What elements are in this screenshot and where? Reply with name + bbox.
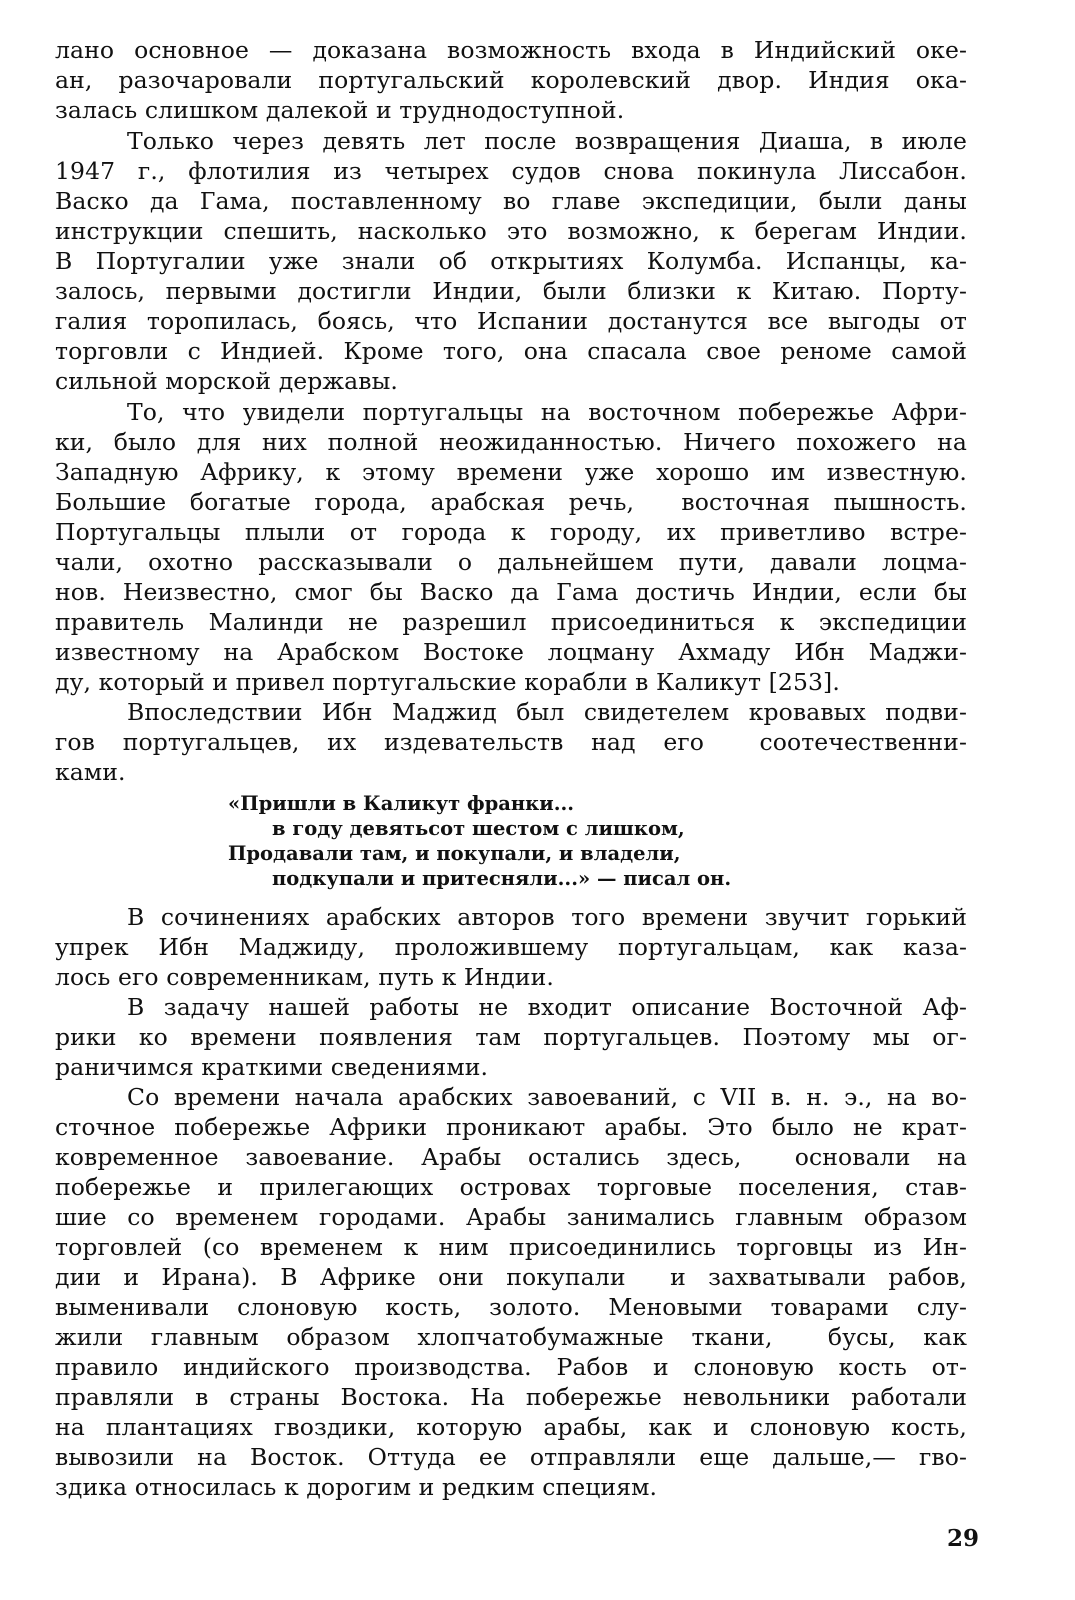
text-line: ками.	[55, 758, 126, 786]
text-line: на плантациях гвоздики, которую арабы, как и слоновую кость,	[55, 1413, 967, 1441]
text-line: правитель Малинди не разрешил присоединиться к экспедиции	[55, 608, 967, 636]
text-line: Большие богатые города, арабская речь, восточная пышность.	[55, 488, 967, 516]
text-line: торговлей (со временем к ним присоединились торговцы из Ин-	[55, 1233, 967, 1261]
text-line: выменивали слоновую кость, золото. Меновыми товарами слу-	[55, 1293, 967, 1321]
text-line: правляли в страны Востока. На побережье невольники работали	[55, 1383, 967, 1411]
text-line: ковременное завоевание. Арабы остались здесь, основали на	[55, 1143, 967, 1171]
text-line: Со времени начала арабских завоеваний, с VII в. н. э., на во-	[127, 1083, 967, 1111]
text-line: правило индийского производства. Рабов и слоновую кость от-	[55, 1353, 967, 1381]
text-line: залось, первыми достигли Индии, были близки к Китаю. Порту-	[55, 277, 967, 305]
poem-line: подкупали и притесняли...» — писал он.	[272, 867, 732, 890]
text-line: залась слишком далекой и труднодоступной.	[55, 96, 625, 124]
text-line: жили главным образом хлопчатобумажные ткани, бусы, как	[55, 1323, 967, 1351]
text-line: 1947 г., флотилия из четырех судов снова покинула Лиссабон.	[55, 157, 967, 185]
text-line: нов. Неизвестно, смог бы Васко да Гама достичь Индии, если бы	[55, 578, 967, 606]
text-line: чали, охотно рассказывали о дальнейшем пути, давали лоцма-	[55, 548, 967, 576]
text-line: сточное побережье Африки проникают арабы. Это было не крат-	[55, 1113, 967, 1141]
text-line: Западную Африку, к этому времени уже хорошо им известную.	[55, 458, 967, 486]
text-line: известному на Арабском Востоке лоцману Ахмаду Ибн Маджи-	[55, 638, 967, 666]
text-line: вывозили на Восток. Оттуда ее отправляли еще дальше,— гво-	[55, 1443, 967, 1471]
text-line: рики ко времени появления там португальцев. Поэтому мы ог-	[55, 1023, 967, 1051]
text-line: Васко да Гама, поставленному во главе экспедиции, были даны	[55, 187, 967, 215]
text-line: Только через девять лет после возвращения Диаша, в июле	[127, 127, 967, 155]
text-line: галия торопилась, боясь, что Испании достанутся все выгоды от	[55, 307, 967, 335]
text-line: В сочинениях арабских авторов того времени звучит горький	[127, 903, 967, 931]
text-line: лано основное — доказана возможность входа в Индийский оке-	[55, 36, 967, 64]
text-line: лось его современникам, путь к Индии.	[55, 963, 554, 991]
text-line: То, что увидели португальцы на восточном побережье Афри-	[127, 398, 967, 426]
text-line: Португальцы плыли от города к городу, их приветливо встре-	[55, 518, 967, 546]
text-line: Впоследствии Ибн Маджид был свидетелем кровавых подви-	[127, 698, 967, 726]
text-line: гов португальцев, их издевательств над его соотечественни-	[55, 728, 967, 756]
text-line: шие со временем городами. Арабы занимались главным образом	[55, 1203, 967, 1231]
poem-line: Продавали там, и покупали, и владели,	[228, 842, 681, 865]
page-number: 29	[947, 1525, 980, 1552]
text-line: В задачу нашей работы не входит описание Восточной Аф-	[127, 993, 967, 1021]
text-line: торговли с Индией. Кроме того, она спасала свое реноме самой	[55, 337, 967, 365]
text-line: упрек Ибн Маджиду, проложившему португальцам, как каза-	[55, 933, 967, 961]
text-line: инструкции спешить, насколько это возможно, к берегам Индии.	[55, 217, 967, 245]
text-line: сильной морской державы.	[55, 367, 398, 395]
text-line: В Португалии уже знали об открытиях Колумба. Испанцы, ка-	[55, 247, 967, 275]
text-line: ан, разочаровали португальский королевский двор. Индия ока-	[55, 66, 967, 94]
text-line: ду, который и привел португальские корабли в Каликут [253].	[55, 668, 840, 696]
text-line: раничимся краткими сведениями.	[55, 1053, 489, 1081]
text-line: дии и Ирана). В Африке они покупали и захватывали рабов,	[55, 1263, 967, 1291]
poem-line: в году девятьсот шестом с лишком,	[272, 817, 685, 840]
text-line: здика относилась к дорогим и редким специям.	[55, 1473, 658, 1501]
poem-line: «Пришли в Каликут франки...	[228, 792, 575, 815]
text-line: ки, было для них полной неожиданностью. Ничего похожего на	[55, 428, 967, 456]
text-line: побережье и прилегающих островах торговые поселения, став-	[55, 1173, 967, 1201]
